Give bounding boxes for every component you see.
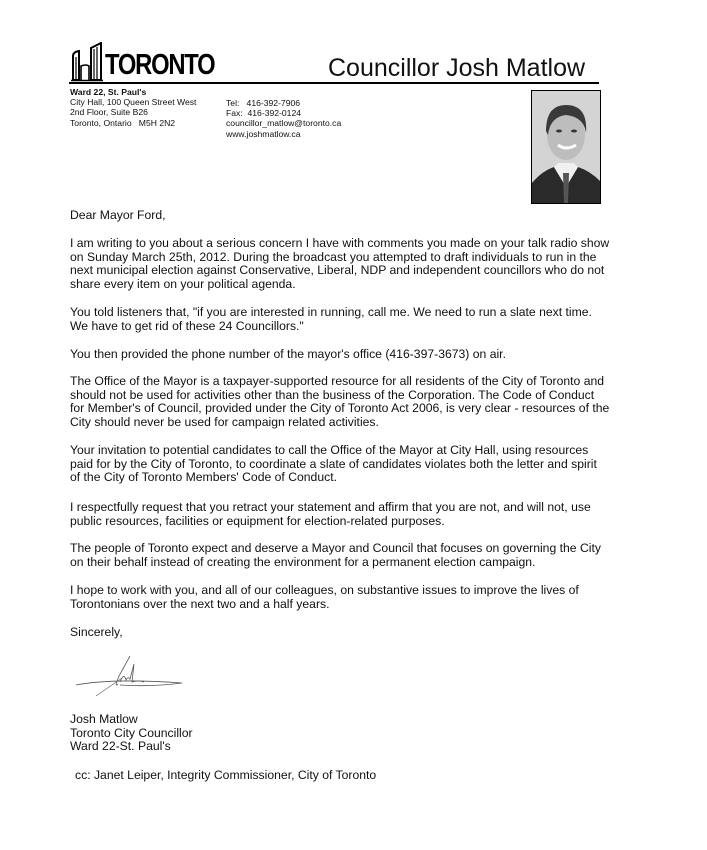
logo-wordmark: TORONTO — [105, 49, 215, 81]
address-line-3: Toronto, Ontario M5H 2N2 — [70, 117, 176, 128]
paragraph-4: The Office of the Mayor is a taxpayer-supported resource for all residents of the City of Toronto and should not be used for activities other than the business of the Corporation. The Code of Conduct for Member's of Council, provided under the City of Toronto Act 2006, is very clear - resources of the City should never be used for campaign related activities. — [70, 374, 610, 429]
cc-line: cc: Janet Leiper, Integrity Commissioner, City of Toronto — [75, 768, 377, 782]
paragraph-8: I hope to work with you, and all of our colleagues, on substantive issues to improve the lives of Torontonians over the next two and a half years. — [70, 583, 579, 611]
signer-name: Josh Matlow — [70, 712, 138, 726]
signer-title: Toronto City Councillor — [70, 725, 193, 740]
closing: Sincerely, — [70, 625, 123, 639]
paragraph-5: Your invitation to potential candidates to call the Office of the Mayor at City Hall, using resources paid for by the City of Toronto, to coordinate a slate of candidates violates both the letter and spirit of the City of Toronto Members' Code of Conduct. — [70, 443, 597, 485]
portrait-image — [532, 91, 600, 203]
city-hall-icon — [71, 42, 105, 82]
paragraph-6: I respectfully request that you retract your statement and affirm that you are not, and will not, use public resources, facilities or equipment for election-related purposes. — [70, 500, 591, 528]
councillor-photo — [531, 90, 601, 204]
page-title: Councillor Josh Matlow — [328, 54, 586, 82]
salutation: Dear Mayor Ford, — [70, 208, 166, 222]
paragraph-7: The people of Toronto expect and deserve a Mayor and Council that focuses on governing the City on their behalf instead of creating the environment for a permanent election campaign. — [70, 541, 601, 569]
email-address[interactable]: councillor_matlow@toronto.ca — [226, 118, 342, 129]
ward-label: Ward 22, St. Paul's — [70, 87, 147, 97]
signature-block — [70, 713, 193, 754]
address-line-1: City Hall, 100 Queen Street West — [70, 97, 197, 108]
handwritten-signature — [72, 652, 188, 700]
phone-number: Tel: 416-392-7906 — [226, 98, 301, 108]
paragraph-1: I am writing to you about a serious concern I have with comments you made on your talk radio show on Sunday March 25th, 2012. During the broadcast you attempted to draft individuals to run in the next municipal election against Conservative, Liberal, NDP and independent councillors who do not share every item on your political agenda. — [70, 236, 610, 291]
signer-ward: Ward 22-St. Paul's — [70, 739, 171, 754]
address-line-2: 2nd Floor, Suite B26 — [70, 107, 148, 118]
paragraph-3: You then provided the phone number of the mayor's office (416-397-3673) on air. — [70, 347, 506, 361]
toronto-logo — [71, 42, 215, 82]
fax-number: Fax: 416-392-0124 — [226, 108, 302, 119]
address-block — [70, 87, 196, 128]
header-divider — [69, 82, 599, 84]
contact-block — [226, 98, 341, 139]
paragraph-2: You told listeners that, "if you are interested in running, call me. We need to run a slate next time. We have to get rid of these 24 Councillors." — [70, 305, 592, 333]
website-link[interactable]: www.joshmatlow.ca — [226, 128, 301, 139]
